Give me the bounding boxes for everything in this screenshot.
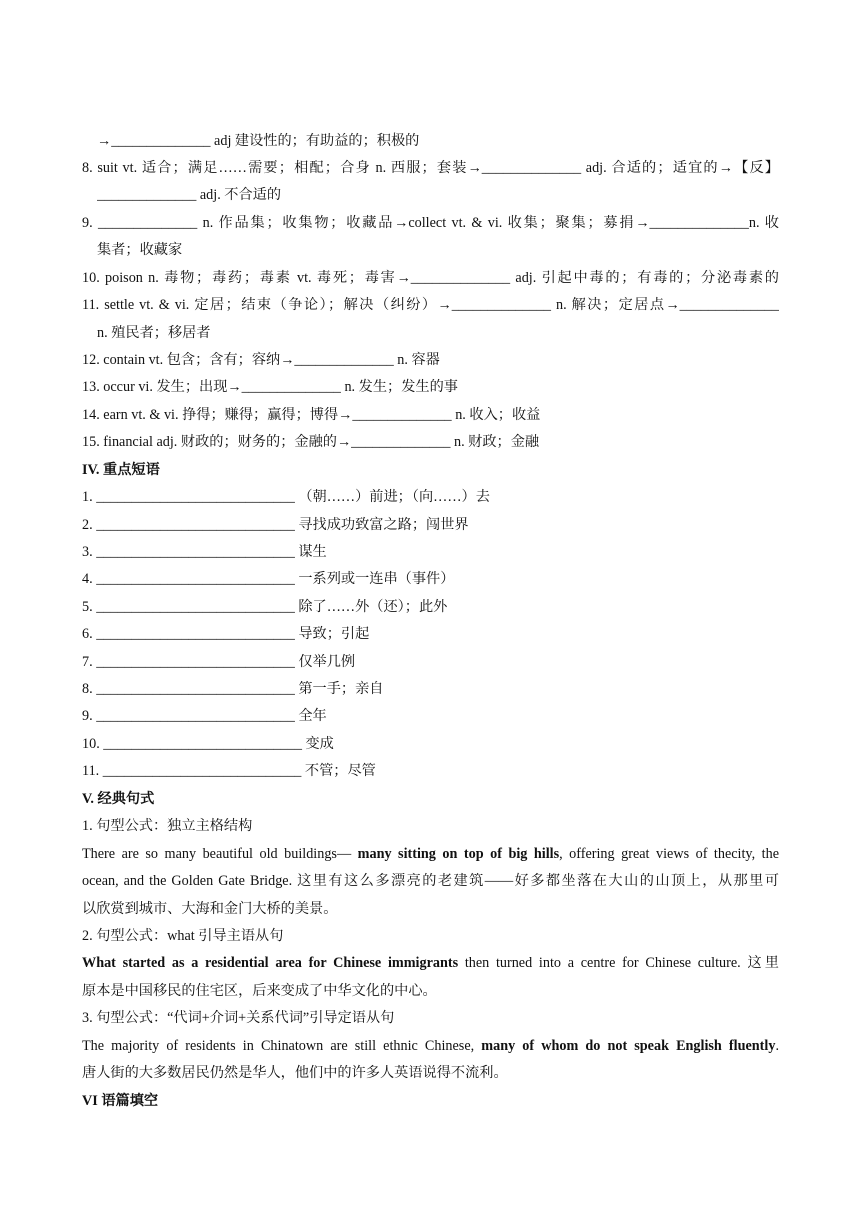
pattern-2-highlight: What started as a residential area for Chinese immigrants (82, 955, 459, 971)
pattern-2-text-b: then turned into a centre for Chinese culture. 这里 (458, 955, 779, 971)
phrase-item: 2. ____________________________ 寻找成功致富之路；闯世界 (82, 517, 469, 533)
vocab-item-14: 14. earn vt. & vi. 挣得；赚得；赢得；博得→______________ n. 收入；收益 (82, 407, 541, 423)
pattern-3-title: 3. 句型公式：“代词+介词+关系代词”引导定语从句 (82, 1010, 395, 1026)
pattern-3-highlight: many of whom do not speak English fluently (481, 1038, 776, 1054)
vocab-item-11: 11. settle vt. & vi. 定居；结束（争论）；解决（纠纷）→______________ n. 解决；定居点→______________ (82, 297, 779, 313)
phrase-item: 9. ____________________________ 全年 (82, 708, 327, 724)
section-heading-phrases: IV. 重点短语 (82, 462, 160, 478)
vocab-item-13: 13. occur vi. 发生；出现→______________ n. 发生；发生的事 (82, 379, 458, 395)
pattern-1-title: 1. 句型公式：独立主格结构 (82, 818, 253, 834)
phrase-item: 4. ____________________________ 一系列或一连串（事件） (82, 571, 455, 587)
pattern-3-example (82, 1033, 779, 1060)
vocab-item-8: 8. suit vt. 适合；满足……需要；相配；合身 n. 西服；套装→______________ adj. 合适的；适宜的→【反】 (82, 160, 779, 176)
pattern-2-example (82, 950, 779, 977)
section-heading-sentences: V. 经典句式 (82, 791, 155, 807)
pattern-3-text-a: The majority of residents in Chinatown are still ethnic Chinese, (82, 1038, 482, 1054)
vocab-item-9-cont: 集者；收藏家 (97, 242, 183, 258)
pattern-2-title: 2. 句型公式：what 引导主语从句 (82, 928, 284, 944)
phrase-item: 7. ____________________________ 仅举几例 (82, 654, 356, 670)
phrase-item: 1. ____________________________ （朝……）前进；（向……）去 (82, 489, 490, 505)
pattern-1-example-cont: ocean, and the Golden Gate Bridge. 这里有这么多漂亮的老建筑——好多都坐落在大山的山顶上，从那里可 (82, 873, 779, 889)
pattern-3-text-c: . (775, 1038, 779, 1054)
vocab-item-11-cont: n. 殖民者；移居者 (97, 325, 211, 341)
pattern-1-text-c: , offering great views of thecity, the (559, 846, 779, 862)
phrase-item: 8. ____________________________ 第一手；亲自 (82, 681, 384, 697)
phrase-item: 6. ____________________________ 导致；引起 (82, 626, 370, 642)
section-heading-cloze: VI 语篇填空 (82, 1093, 159, 1109)
pattern-2-translation-cont: 原本是中国移民的住宅区，后来变成了中华文化的中心。 (82, 983, 437, 999)
vocab-item-15: 15. financial adj. 财政的；财务的；金融的→______________ n. 财政；金融 (82, 434, 540, 450)
vocab-line-7-cont: →______________ adj 建设性的；有助益的；积极的 (97, 133, 420, 149)
pattern-3-translation: 唐人街的大多数居民仍然是华人，他们中的许多人英语说得不流利。 (82, 1065, 508, 1081)
phrase-item: 10. ____________________________ 变成 (82, 736, 334, 752)
pattern-1-example (82, 841, 779, 868)
phrase-item: 5. ____________________________ 除了……外（还）；此外 (82, 599, 448, 615)
vocab-item-9: 9. ______________ n. 作品集；收集物；收藏品→collect vt. & vi. 收集；聚集；募捐→______________n. 收 (82, 215, 779, 231)
vocab-item-10: 10. poison n. 毒物；毒药；毒素 vt. 毒死；毒害→______________ adj. 引起中毒的；有毒的；分泌毒素的 (82, 270, 779, 286)
pattern-1-text-a: There are so many beautiful old buildings— (82, 846, 358, 862)
phrase-item: 3. ____________________________ 谋生 (82, 544, 327, 560)
phrase-item: 11. ____________________________ 不管；尽管 (82, 763, 376, 779)
vocab-item-12: 12. contain vt. 包含；含有；容纳→______________ n. 容器 (82, 352, 440, 368)
pattern-1-translation-cont: 以欣赏到城市、大海和金门大桥的美景。 (82, 901, 338, 917)
pattern-1-highlight: many sitting on top of big hills (357, 846, 560, 862)
vocab-item-8-cont: ______________ adj. 不合适的 (97, 187, 282, 203)
